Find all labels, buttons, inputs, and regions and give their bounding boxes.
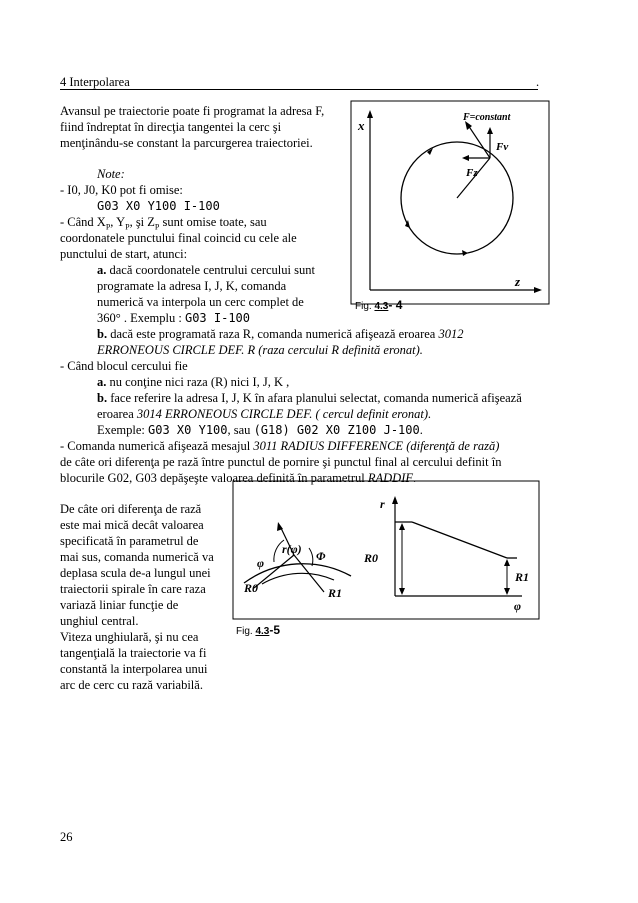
- para2-line: variază liniar funcţie de: [60, 598, 179, 612]
- para2-line: arc de cerc cu rază variabilă.: [60, 678, 203, 692]
- para2-line: traiectorii spirale în care raza: [60, 582, 206, 596]
- intro-line-3: menţinându-se constant la parcurgerea traiectoriei.: [60, 136, 313, 150]
- label-phi: φ: [257, 556, 265, 570]
- item-a1-line-2: programate la adresa I, J, K, comanda: [97, 279, 287, 293]
- label-R0-axis: R0: [364, 551, 379, 565]
- item-b2-line-1: b. face referire la adresa I, J, K în afara planului selectat, comanda numerică afişează: [97, 391, 522, 405]
- z-axis-arrow: [534, 287, 542, 293]
- label-Phi: Φ: [316, 549, 326, 563]
- page-number: 26: [60, 830, 73, 844]
- fz-vector-arrow: [462, 155, 469, 161]
- para2-line: specificată în parametrul de: [60, 534, 199, 548]
- para2-line: este mai mică decât valoarea: [60, 518, 204, 532]
- figure-4-caption: Fig. 4.3- 4: [355, 298, 403, 312]
- intro-line-1: Avansul pe traiectorie poate fi programat la adresa F,: [60, 104, 325, 118]
- label-r: r: [380, 497, 385, 511]
- item-a1-line-1: a. dacă coordonatele centrului cercului sunt: [97, 263, 315, 277]
- label-rphi: r(φ): [282, 542, 302, 556]
- note-4-line-3: blocurile G02, G03 depăşeşte valoarea definită în parametrul RADDIF.: [60, 471, 417, 485]
- para2-line: mai sus, comanda numerică va: [60, 550, 214, 564]
- figure-spiral-interpolation: [232, 480, 540, 620]
- label-R1: R1: [328, 586, 343, 600]
- axis-z-label: z: [515, 274, 521, 289]
- item-b2-line-2: eroarea 3014 ERRONEOUS CIRCLE DEF. ( cercul definit eronat).: [97, 407, 432, 421]
- header-title: 4 Interpolarea: [60, 75, 130, 89]
- label-phi-axis: φ: [514, 599, 522, 613]
- note-3: - Când blocul cercului fie: [60, 359, 188, 373]
- para2-line: unghiul central.: [60, 614, 139, 628]
- label-f-constant: F=constant: [463, 112, 511, 123]
- f-vector: [468, 125, 490, 158]
- label-fz: Fz: [466, 167, 478, 179]
- label-fv: Fv: [496, 141, 509, 153]
- paragraph-2: [60, 501, 214, 693]
- note-2-line-2: coordonatele punctului final coincid cu cele ale: [60, 231, 297, 245]
- inner-arc: [262, 573, 334, 584]
- para2-line: tangenţială la traiectorie va fi: [60, 646, 207, 660]
- axis-x-label: x: [358, 118, 365, 133]
- label-R0: R0: [244, 581, 259, 595]
- note-2-line-1: - Când $X_P$, $Y_P$, şi $Z_P$ sunt omise toate, sau: [60, 215, 267, 232]
- item-b1-line-1: b. dacă este programată raza R, comanda numerică afişează eroarea 3012: [97, 327, 464, 341]
- note-4-line-2: de câte ori diferenţa pe rază între punctul de pornire şi punctul final al cercului definit în: [60, 455, 502, 469]
- header-rule: [60, 89, 538, 90]
- r-linear-variation: [412, 522, 507, 558]
- item-b1-line-2: ERRONEOUS CIRCLE DEF. R (raza cercului R definită eronat).: [97, 343, 423, 357]
- figure-5-caption: Fig. 4.3-5: [236, 623, 281, 637]
- note-2-line-3: punctului de start, atunci:: [60, 247, 188, 261]
- intro-line-2: fiind îndreptat în direcţia tangentei la cerc şi: [60, 120, 282, 134]
- para2-line: Viteza unghiulară, şi nu cea: [60, 630, 199, 644]
- R0-arrow-top: [399, 523, 405, 530]
- note-4-line-1: - Comanda numerică afişează mesajul 3011 RADIUS DIFFERENCE (diferenţă de rază): [60, 439, 500, 453]
- header-dot: .: [536, 75, 540, 89]
- r-axis-arrow: [392, 496, 398, 504]
- para2-line: constantă la interpolarea unui: [60, 662, 208, 676]
- x-axis-arrow: [367, 110, 373, 118]
- figure-circle-interpolation: [350, 100, 550, 305]
- para2-line: De câte ori diferenţa de rază: [60, 502, 202, 516]
- note-1-code: G03 X0 Y100 I-100: [97, 199, 220, 213]
- para2-line: deplasa scula de-a lungul unei: [60, 566, 211, 580]
- figure-5-border: [233, 481, 539, 619]
- fv-vector-arrow: [487, 127, 493, 134]
- R1-arrow-top: [504, 559, 510, 566]
- R1-arrow-bottom: [504, 588, 510, 595]
- label-R1-axis: R1: [515, 570, 530, 584]
- note-1: - I0, J0, K0 pot fi omise:: [60, 183, 183, 197]
- item-a1-line-4: 360° . Exemplu : G03 I-100: [97, 311, 251, 325]
- note-label: Note:: [97, 167, 125, 181]
- R0-arrow-bottom: [399, 588, 405, 595]
- circle-arrow-bottom: [462, 250, 468, 256]
- item-a1-line-3: numerică va interpola un cerc complet de: [97, 295, 304, 309]
- examples-line: Exemple: G03 X0 Y100, sau (G18) G02 X0 Z100 J-100.: [97, 423, 423, 437]
- item-a2-line-1: a. nu conţine nici raza (R) nici I, J, K ,: [97, 375, 290, 389]
